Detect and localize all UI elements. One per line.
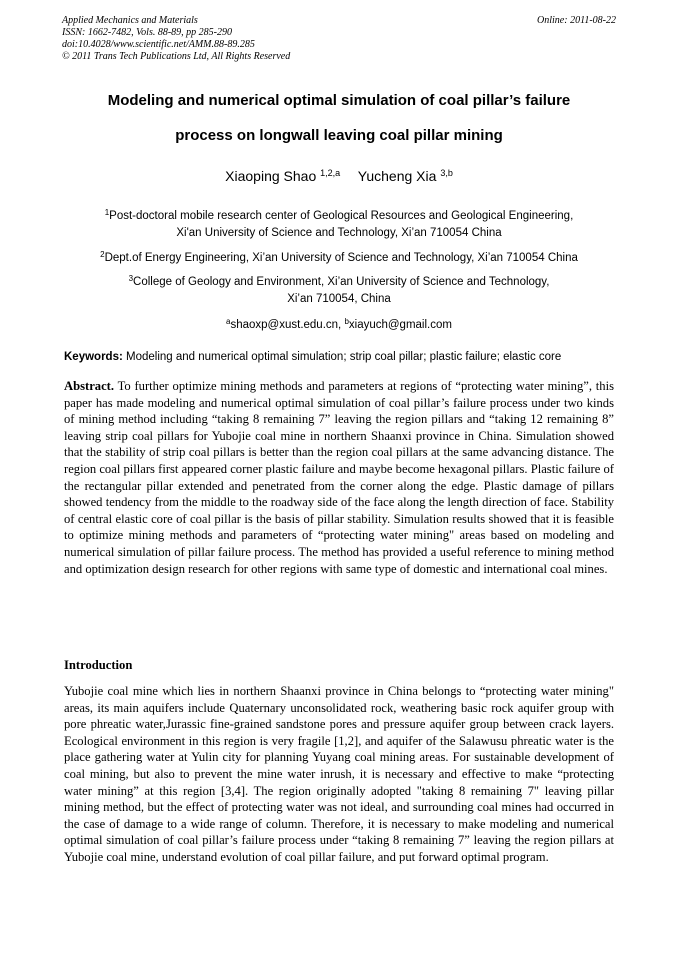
- title-line-2: process on longwall leaving coal pillar mining: [175, 127, 503, 144]
- keywords-paragraph: [64, 349, 624, 365]
- affiliation-2: [60, 246, 618, 267]
- email-line: [60, 313, 618, 334]
- journal-name: Applied Mechanics and Materials: [62, 15, 198, 26]
- title-line-1: Modeling and numerical optimal simulation of coal pillar’s failure: [107, 92, 571, 109]
- online-date: Online: 2011-08-22: [537, 15, 616, 26]
- affiliation-text: Xi’an 710054, China: [287, 293, 391, 305]
- email-mark: a: [226, 317, 231, 326]
- keywords-text: Modeling and numerical optimal simulation; strip coal pillar; plastic failure; elastic core: [122, 351, 562, 363]
- issn-line: ISSN: 1662-7482, Vols. 88-89, pp 285-290: [62, 27, 232, 38]
- affiliation-text: Xi'an University of Science and Technology, Xi’an 710054 China: [176, 227, 502, 239]
- affiliation-mark: 2: [100, 250, 105, 259]
- author-list: [0, 168, 678, 184]
- author-affiliation-mark: 3,b: [440, 168, 453, 178]
- section-heading: Introduction: [64, 658, 133, 672]
- copyright-line: © 2011 Trans Tech Publications Ltd, All Rights Reserved: [62, 51, 291, 62]
- email-address: xiayuch@gmail.com: [348, 319, 452, 331]
- abstract-paragraph: [64, 378, 614, 577]
- abstract-label: Abstract.: [64, 379, 115, 393]
- affiliation-text: Dept.of Energy Engineering, Xi’an University of Science and Technology, Xi’an 710054 China: [104, 252, 578, 264]
- journal-header: [62, 15, 290, 63]
- affiliation-mark: 1: [104, 208, 110, 217]
- author-name: Yucheng Xia: [357, 168, 437, 184]
- affiliation-text: Post-doctoral mobile research center of Geological Resources and Geological Engineering,: [109, 210, 574, 222]
- introduction-paragraph: Yubojie coal mine which lies in northern Shaanxi province in China belongs to “protecting water mining" areas, its main aquifers include Quaternary unconsolidated rock, weathering basic rock aquifer group with pore phreatic water,Jurassic fine-grained sandstone pores and pressure aquifer group between crack layers. Ecological environment in this region is very fragile [1,2], and aquifer of the Salawusu phreatic water is the place gathering water at Yulin city for planning Yuyang coal mining areas. For sustainable development of coal mining, but also to prevent the mine water inrush, it is necessary and effective to make “protecting water mining” at this region [3,4]. The region originally adopted "taking 8 remaining 7" leaving pillar mining method, but the effect of protecting water was not ideal, and surrounding coal mines had occurred in the case of damage to a wide range of column. Therefore, it is necessary to make modeling and numerical optimal simulation of coal pillar’s failure process under “taking 8 remaining 7” leaving the region pillars at Yubojie coal mine, understand evolution of coal pillar failure, and put forward optimal program.: [64, 684, 614, 864]
- affiliation-text: College of Geology and Environment, Xi’an University of Science and Technology,: [133, 276, 550, 288]
- email-mark: b: [344, 317, 349, 326]
- doi-line: doi:10.4028/www.scientific.net/AMM.88-89.285: [62, 39, 255, 50]
- email-address: shaoxp@xust.edu.cn,: [230, 319, 345, 331]
- abstract-text: To further optimize mining methods and parameters at regions of “protecting water mining”, this paper has made modeling and numerical optimal simulation of coal pillar’s failure process under two kinds of mining method including “taking 8 remaining 7” leaving the region pillars and “taking 12 remaining 8” leaving strip coal pillars for Yubojie coal mine in northern Shaanxi province in China. Simulation showed that the stability of strip coal pillars is better than the region coal pillars at the same advancing distance. The region coal pillars first appeared corner plastic failure and maybe become hexagonal pillars. Plastic failure of the rectangular pillar extended and penetrated from the corner along the edge. Plastic damage of pillars showed tendency from the middle to the roadway side of the face along the length direction of face. Stability of central elastic core of coal pillar is the basis of pillar stability. Simulation results showed that it is feasible to optimize mining methods and parameters of “protecting water mining" areas based on modeling and numerical simulation of pillar failure process. The method has provided a useful reference to mining method and optimization design research for other regions with same type of domestic and international coal mines.: [64, 379, 614, 576]
- affiliation-1: [60, 204, 618, 242]
- affiliation-mark: 3: [128, 274, 134, 283]
- affiliation-3: [60, 270, 618, 308]
- author-name: Xiaoping Shao: [225, 168, 317, 184]
- author-affiliation-mark: 1,2,a: [320, 168, 341, 178]
- keywords-label: Keywords:: [64, 351, 123, 363]
